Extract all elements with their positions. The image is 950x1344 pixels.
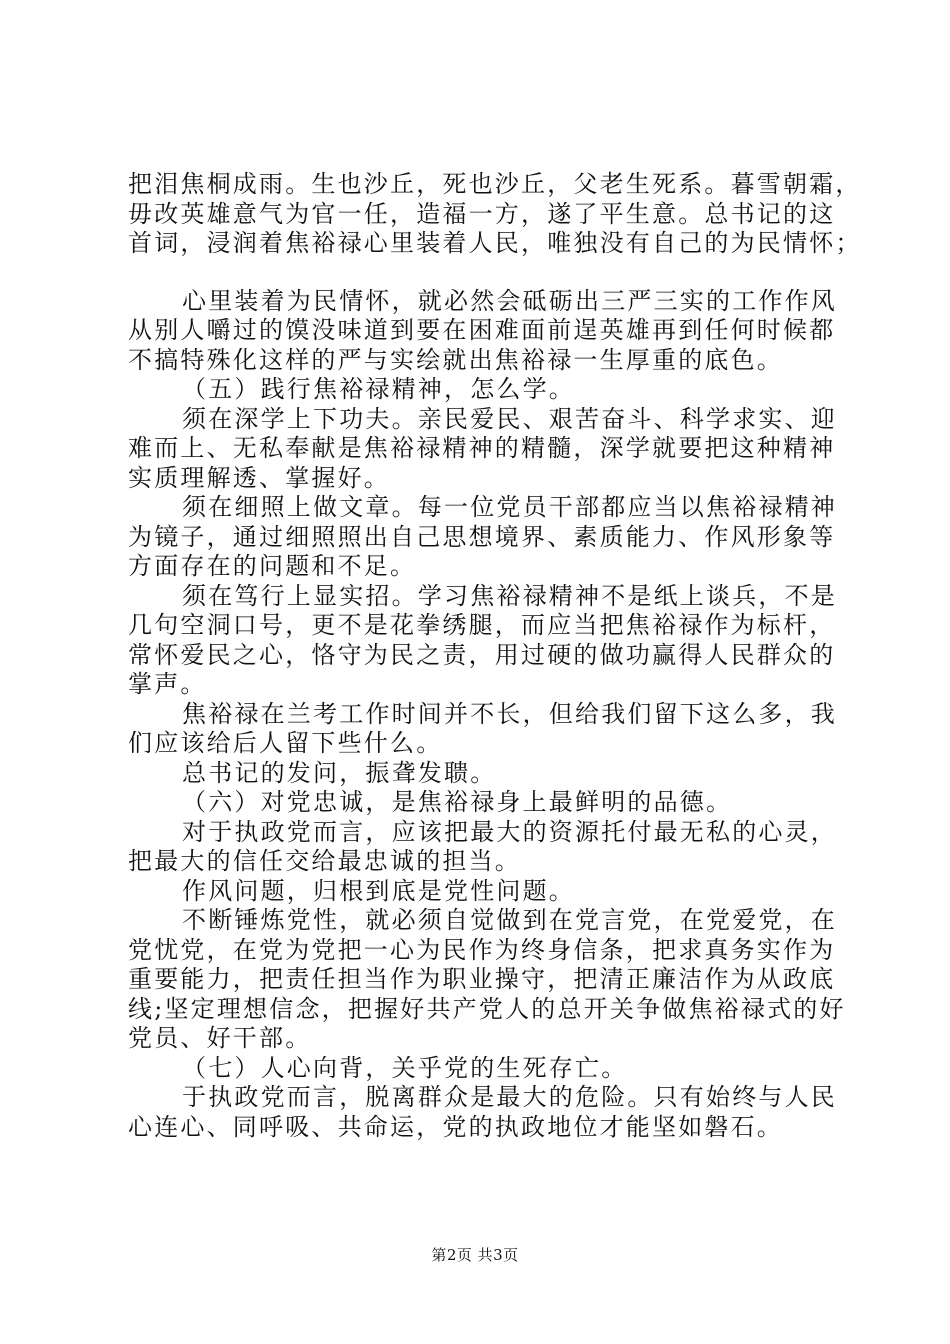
text-line: 党员、好干部。 (128, 1024, 312, 1052)
paragraph (128, 877, 838, 907)
text-line: 须在深学上下功夫。亲民爱民、艰苦奋斗、科学求实、迎 (182, 404, 837, 433)
text-line: 掌声。 (128, 670, 207, 698)
paragraph (128, 405, 838, 494)
paragraph (128, 759, 838, 789)
text-line: 毋改英雄意气为官一任，造福一方，遂了平生意。总书记的这 (128, 199, 836, 228)
text-line: （五）践行焦裕禄精神，怎么学。 (182, 375, 575, 403)
text-line: 党忧党，在党为党把一心为民作为终身信条，把求真务实作为 (128, 935, 836, 964)
text-line: 不断锤炼党性，就必须自觉做到在党言党，在党爱党，在 (182, 906, 837, 934)
text-line: 不搞特殊化这样的严与实绘就出焦裕禄一生厚重的底色。 (128, 345, 783, 374)
text-line: 焦裕禄在兰考工作时间并不长，但给我们留下这么多，我 (182, 699, 837, 728)
text-line: 难而上、无私奉献是焦裕禄精神的精髓，深学就要把这种精神 (128, 434, 836, 462)
text-line: 总书记的发问，振聋发聩。 (182, 758, 497, 787)
text-line: 为镜子，通过细照照出自己思想境界、素质能力、作风形象等 (128, 522, 836, 551)
text-line: 常怀爱民之心，恪守为民之责，用过硬的做功赢得人民群众的 (128, 640, 836, 669)
text-line: 首词，浸润着焦裕禄心里装着人民，唯独没有自己的为民情怀； (128, 229, 862, 257)
paragraph (128, 493, 838, 582)
text-line: 们应该给后人留下些什么。 (128, 729, 443, 757)
paragraph (128, 906, 846, 1054)
paragraph (128, 700, 838, 759)
paragraph (128, 1083, 838, 1142)
text-line: 重要能力，把责任担当作为职业操守，把清正廉洁作为从政底 (128, 965, 836, 993)
text-line: 对于执政党而言，应该把最大的资源托付最无私的心灵， (182, 817, 837, 846)
text-line: 方面存在的问题和不足。 (128, 552, 417, 580)
paragraph (128, 818, 838, 877)
text-line: 几句空洞口号，更不是花拳绣腿，而应当把焦裕禄作为标杆， (128, 611, 836, 639)
text-line: 实质理解透、掌握好。 (128, 463, 390, 492)
text-line: 从别人嚼过的馍没味道到要在困难面前逞英雄再到任何时候都 (128, 316, 836, 344)
text-line: 于执政党而言，脱离群众是最大的危险。只有始终与人民 (182, 1083, 837, 1111)
paragraph (128, 788, 838, 818)
text-line: 线;坚定理想信念，把握好共产党人的总开关争做焦裕禄式的好 (128, 994, 846, 1023)
paragraph (128, 1054, 838, 1084)
text-line: （六）对党忠诚，是焦裕禄身上最鲜明的品德。 (182, 788, 733, 816)
text-line: 把泪焦桐成雨。生也沙丘，死也沙丘，父老生死系。暮雪朝霜， (128, 170, 862, 198)
paragraph (128, 582, 838, 700)
page-footer: 第2页 共3页 (431, 1246, 519, 1264)
paragraph-gap (128, 259, 838, 287)
document-body (128, 170, 862, 1142)
text-line: 心里装着为民情怀，就必然会砥砺出三严三实的工作作风 (182, 286, 837, 315)
paragraph (128, 375, 838, 405)
text-line: 心连心、同呼吸、共命运，党的执政地位才能坚如磐石。 (128, 1112, 783, 1141)
paragraph (128, 287, 838, 376)
text-line: 须在细照上做文章。每一位党员干部都应当以焦裕禄精神 (182, 493, 837, 521)
text-line: 把最大的信任交给最忠诚的担当。 (128, 847, 521, 875)
text-line: （七）人心向背，关乎党的生死存亡。 (182, 1053, 628, 1082)
text-line: 须在笃行上显实招。学习焦裕禄精神不是纸上谈兵，不是 (182, 581, 837, 610)
text-line: 作风问题，归根到底是党性问题。 (182, 876, 575, 905)
paragraph (128, 170, 862, 259)
